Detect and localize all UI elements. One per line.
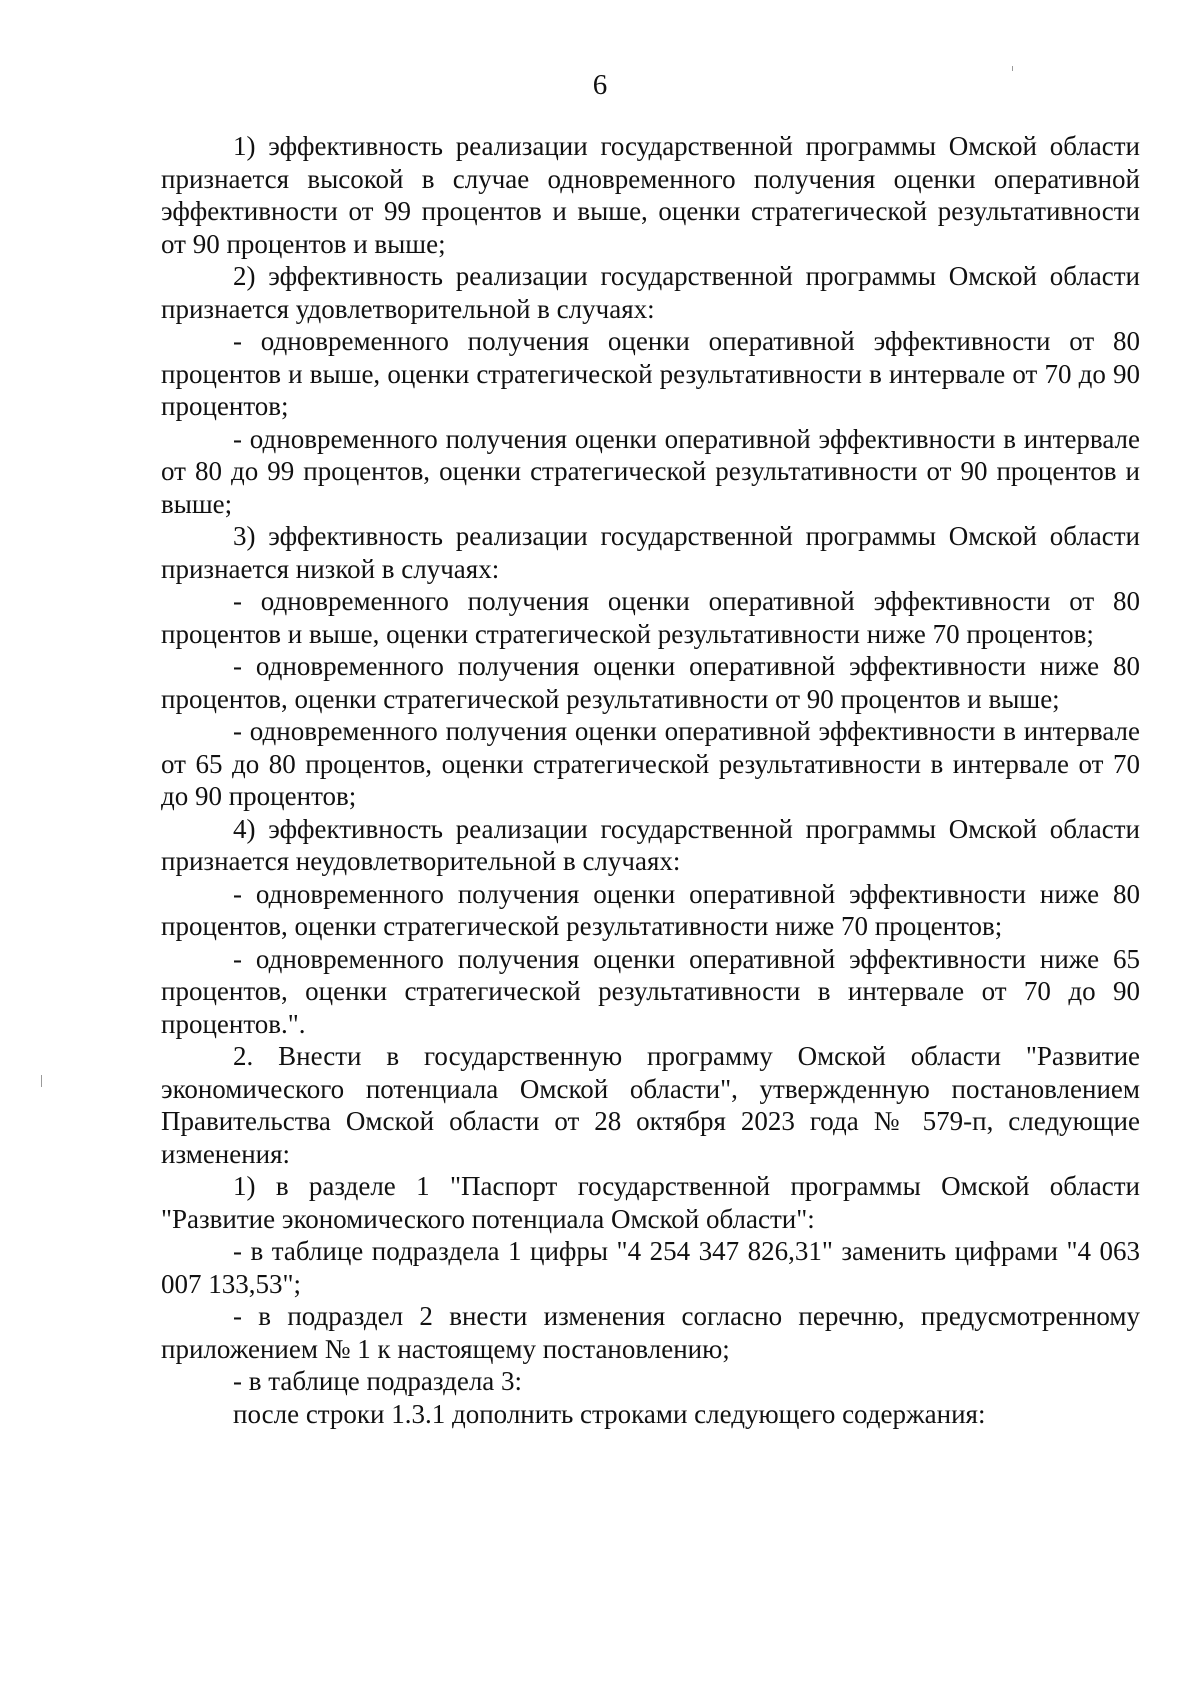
scan-artifact-top-right: [1012, 66, 1013, 71]
paragraph-11: - одновременного получения оценки оперативной эффективности ниже 65 процентов, оценки стратегической результативности в интервале от 70 до 90 процентов.".: [161, 943, 1140, 1039]
page-number: 6: [592, 69, 608, 101]
paragraph-16: - в таблице подраздела 3:: [233, 1366, 523, 1396]
paragraph-15: - в подраздел 2 внести изменения согласно перечню, предусмотренному приложением № 1 к настоящему постановлению;: [161, 1301, 1140, 1364]
paragraph-10: - одновременного получения оценки оперативной эффективности ниже 80 процентов, оценки стратегической результативности ниже 70 процентов;: [161, 878, 1140, 941]
paragraph-1: 1) эффективность реализации государственной программы Омской области признается высокой в случае одновременного получения оценки оперативной эффективности от 99 процентов и выше, оценки стратегической результативности от 90 процентов и выше;: [161, 131, 1140, 259]
paragraph-3: - одновременного получения оценки оперативной эффективности от 80 процентов и выше, оценки стратегической результативности в интервале от 70 до 90 процентов;: [161, 326, 1140, 421]
paragraph-8: - одновременного получения оценки оперативной эффективности в интервале от 65 до 80 процентов, оценки стратегической результативности в интервале от 70 до 90 процентов;: [161, 716, 1140, 811]
paragraph-7: - одновременного получения оценки оперативной эффективности ниже 80 процентов, оценки стратегической результативности от 90 процентов и выше;: [161, 651, 1140, 714]
paragraph-4: - одновременного получения оценки оперативной эффективности в интервале от 80 до 99 процентов, оценки стратегической результативности от 90 процентов и выше;: [161, 423, 1140, 519]
document-body: [161, 130, 1140, 1430]
paragraph-13: 1) в разделе 1 "Паспорт государственной программы Омской области "Развитие экономического потенциала Омской области":: [161, 1171, 1140, 1234]
scan-artifact-left-margin: [41, 1075, 42, 1087]
paragraph-14: - в таблице подраздела 1 цифры "4 254 347 826,31" заменить цифрами "4 063 007 133,53";: [161, 1236, 1140, 1299]
paragraph-5: 3) эффективность реализации государственной программы Омской области признается низкой в случаях:: [161, 521, 1140, 584]
paragraph-17: после строки 1.3.1 дополнить строками следующего содержания:: [233, 1398, 986, 1429]
paragraph-2: 2) эффективность реализации государственной программы Омской области признается удовлетворительной в случаях:: [161, 261, 1140, 324]
paragraph-6: - одновременного получения оценки оперативной эффективности от 80 процентов и выше, оценки стратегической результативности ниже 70 процентов;: [161, 586, 1140, 649]
paragraph-12: 2. Внести в государственную программу Омской области "Развитие экономического потенциала Омской области", утвержденную постановлением Правительства Омской области от 28 октября 2023 года № 579-п, следующие изменения:: [161, 1041, 1140, 1169]
paragraph-9: 4) эффективность реализации государственной программы Омской области признается неудовлетворительной в случаях:: [161, 813, 1140, 876]
